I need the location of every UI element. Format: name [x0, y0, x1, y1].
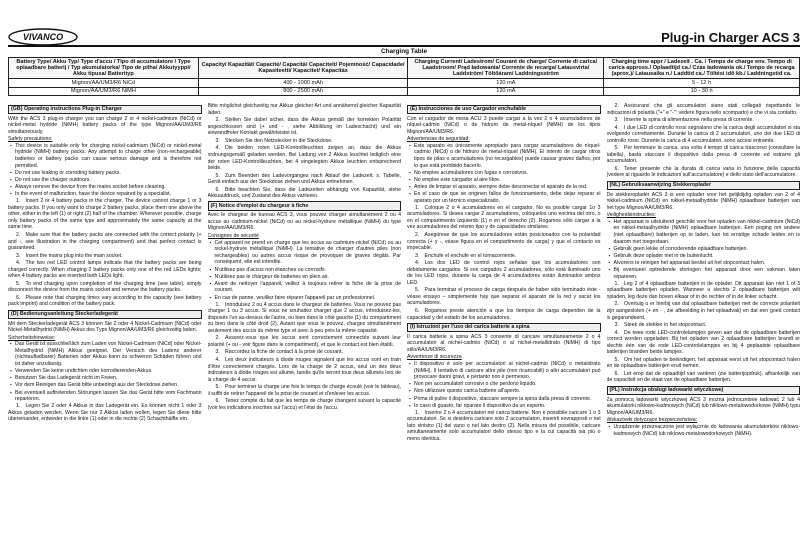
bullet-item: ▪ Non per accumulatori corrosivi o che perdono liquido.	[407, 381, 601, 388]
logo-text: VIVANCO	[22, 32, 64, 42]
subsection-heading: Wskazówki dotyczące bezpieczeństwa:	[606, 417, 698, 424]
cell-capacity: 800 - 2500 mAh	[198, 87, 408, 95]
numbered-step: 6. Tenez compte du fait que les temps de charge changent suivant la capacité (voir les indications inscrites sur l'accu) et l'état de l'accu.	[207, 398, 401, 411]
bullet-item: ▪ No emplee acumuladores con fugas o corrosivos.	[407, 170, 601, 177]
bullet-item: ▪ This device is suitable only for charging nickel-cadmium (NiCd) or nickel-metal hydride (NiMH) battery packs. Any attempt to charge other (non-rechargeable) batteries or battery packs can cause serious damage and is therefore not permitted.	[8, 143, 202, 169]
numbered-step: 5. Pour terminer la charge une fois le temps de charge écoulé (voir le tableau), il suffit de retirer l'appareil de la prise de courant et d'enlever les accus.	[207, 384, 401, 397]
header-charging-current: Charging Current/ Ladestrom/ Courant de charge/ Corrente di carica/ Laadstroom/ Prąd ładowania/ Corrente de recarga/ Latausvirta/ Laddström/ Töltőáram/ Laddningsström	[408, 58, 604, 79]
bullet-item: ▪ In the event of malfunction, have the device repaired by a specialist.	[8, 191, 202, 198]
numbered-step: 5. Om het opladen te beëindigen, het apparaat eerst uit het stopcontact halen en de oplaadbare batterijen eruit nemen.	[606, 356, 800, 370]
cell-capacity: 400 - 1000 mAh	[198, 79, 408, 87]
numbered-step: 3. Inserire la spina di alimentazione nella presa di corrente.	[614, 117, 754, 124]
bullet-item: ▪ Prima di pulire il dispositivo, staccare sempre la spina dalla presa di corrente.	[407, 396, 601, 403]
numbered-step: 3. Steek de stekker in het stopcontact.	[614, 322, 707, 329]
table-title: Charging Table	[380, 48, 428, 55]
bullet-item: ▪ N'utilisez pas le chargeur de batteries en plein air.	[208, 274, 402, 281]
table-row	[9, 87, 800, 95]
bullet-item: ▪ Gebruik deze oplader niet in de buitenlucht.	[607, 253, 801, 260]
bullet-item: ▪ Cet appareil ne prend en charge que les accus au cadmium-nickel (NiCd) ou au nickel-hydrure métallique (NiMH). La tentative de charger d'autres piles (non rechargeables) ou autres accus risque de provoquer de graves dégâts. Par conséquent, elle est interdite.	[208, 240, 402, 266]
bullet-item: ▪ Il dispositivo è solo per accumulatori al nichel-cadmio (NiCd) o metalidrato (NiMH). Il tentativo di caricare altre pile (non ricaricabili) o altri accumulatori può provocare danni gravi, e pertanto non è permesso.	[407, 361, 601, 381]
bullet-item: ▪ N'utilisez pas d'accus non étanches ou corrosifs.	[208, 267, 402, 274]
subsection-heading: Safety precautions:	[8, 136, 53, 143]
bullet-item: ▪ Bij eventueel optredende storingen het apparaat door een vakman laten repareren.	[607, 267, 801, 280]
subsection-heading: Veiligheidsinstructies:	[606, 212, 657, 219]
vivanco-logo	[8, 28, 78, 46]
bullet-item: ▪ Het apparaat is uitsluitend geschikt voor het opladen van nikkel-cadmium (NiCd) en nikkel-metaalhydride (NiMH) oplaadbare batterijen. Een poging om andere (niet oplaadbare) batterijen op te laden, kan tot ernstige schade leiden en is daarom niet toegestaan.	[607, 219, 801, 245]
page-header	[0, 0, 808, 50]
section-heading: (GB) Operating instructions Plug-in Charger	[8, 105, 202, 115]
bullet-item: ▪ Non utilizzare questo carica batterie all'aperto.	[407, 388, 601, 395]
section-heading: (NL) Gebruiksaanwijzing Stekkeroplader	[607, 181, 801, 191]
section-heading: (F) Notice d'emploi du chargeur à fiche	[208, 201, 402, 211]
text-column-1	[8, 103, 202, 549]
text-column-4	[607, 103, 801, 549]
numbered-step: 1. Leg 2 of 4 oplaadbare batterijen in de oplader. Dit apparaat kan niet 1 of 3 oplaadbare batterijen opladen. Wanneer u slechts 2 oplaadbare batterijen wilt opladen, leg deze dan boven elkaar of in de rechter of in de linker schacht.	[606, 280, 800, 300]
paragraph: De stekkeroplader ACS 3 is een oplader voor het gelijktijdig opladen van 2 of 4 nikkel-cadmium (NiCd) en nikkel-metaalhydride (NiMH) oplaadbare batterijen van het type Mignon/AA/UM3/R6.	[606, 191, 800, 211]
bullet-item: ▪ Benutzen Sie das Ladegerät nicht im Freien.	[8, 375, 202, 382]
header-charging-time: Charging time appr / Ladezeit . Ca. / Temps de charge env. Tempo di carica appross./ Oplaadtijd ca./ Czas ładowania ok./ Tempo de recarga (aprox.)/ Latausaika n./ Laddtid ca./ Töltési idő kb./ Laddningstid ca.	[604, 58, 800, 79]
text-column-3	[407, 103, 601, 549]
paragraph: Bitte möglichst gleichzeitig nur Akkus gleicher Art und annähernd gleicher Kapazität laden.	[207, 103, 401, 116]
numbered-step: 4. De twee rode LED-controlelampjes geven aan dat de oplaadbare batterijen correct worden opgeladen. Bij het opladen van 2 oplaadbare batterijen brandt er slechts één van de rode LED-controlelampjes en bij 4 geplaatste oplaadbare batterijen branden beide lampjes.	[606, 329, 800, 356]
bullet-item: ▪ En cas de panne, veuillez faire réparer l'appareil par un professionnel.	[208, 295, 402, 302]
cell-charging-current: 120 mA	[408, 87, 604, 95]
section-heading: (D) Bedienungsanleitung Steckerladegerät	[8, 310, 202, 320]
bullet-item: ▪ Bei eventuell auftretenden Störungen lassen Sie das Gerät bitte vom Fachmann reparieren.	[8, 390, 202, 403]
numbered-step: 4. Los dos LED de control rojos señalan que los acumuladores son debidamente cargados. Si son cargados 2 acumuladores, sólo está iluminado uno de los LED rojos, durante la carga de 4 acumuladores están iluminados ambos LED.	[407, 260, 601, 286]
paragraph: With the ACS 3 plug-in charger you can charge 2 or 4 nickel-cadmium (NiCd) or nickel-metal hydride (NiMH) battery packs of the type Mignon/AA/UM3/R6 simultaneously.	[8, 115, 202, 135]
cell-charging-current: 120 mA	[408, 79, 604, 87]
header-battery-type: Battery Type/ Akku Typ/ Type d'accu / Tipo di accumulatore / Type oplaadbare batterij / Typ akumulatorka/ Tipo de pilha/ Akkutyyppi/ Akku tipusa/ Batterityp	[9, 58, 199, 79]
numbered-step: 4. I due LED di controllo rossi segnalano che la carica degli accumulatori si sta svolgendo correttamente. Durante la carica di 2 accumulatori, uno dei due LED di controllo rossi. Durante la carica di 4 accumulatori, sono accesi entrambi.	[606, 124, 800, 144]
cell-charging-time: 5 - 12 h	[604, 79, 800, 87]
bullet-item: ▪ Do not use leaking or corroding battery packs.	[8, 170, 202, 177]
numbered-step: 3. Raccordez la fiche de contact à la prise de courant.	[215, 349, 343, 356]
numbered-step: 2. Overtuig u er hierbij van dat oplaadbare batterijen met de correcte polariteit zijn aangesloten (+ en - , zie afbeelding in het oplaadvak) en dat een goed contact is gegarandeerd.	[606, 301, 800, 321]
section-heading: (I) Istruzioni per l'uso del carica batterie a spina	[407, 323, 601, 333]
bullet-item: ▪ Antes de limpiar el aparato, siempre debe desconectar el aparato de la red.	[407, 184, 601, 191]
subsection-heading: Sicherheitshinweise:	[8, 334, 56, 341]
cell-charging-time: 10 - 30 h	[604, 87, 800, 95]
bullet-item: ▪ In caso di guasto, far riparare il dispositivo da un esperto.	[407, 403, 601, 410]
section-heading: (PL) Instrukcja obsługi ładowarki wtyczkowej	[607, 386, 801, 396]
numbered-step: 3. Stecken Sie den Netzstecker in die Steckdose.	[215, 137, 333, 144]
text-column-2	[208, 103, 402, 549]
section-heading: (E) Instrucciones de uso Cargador enchufable	[407, 105, 601, 115]
bullet-item: ▪ Do not use the charger outdoors.	[8, 177, 202, 184]
numbered-step: 2. Stellen Sie dabei sicher, dass die Akkus gemäß der korrekten Polarität angeschlossen sind (+ und - , siehe Abbildung im Ladeschacht) und ein einwandfreier Kontakt gewährleistet ist.	[207, 117, 401, 137]
numbered-step: 1. Introduisez 2 ou 4 accus dans le chargeur de batteries. Vous ne pouvez pas charger 1 ou 3 accus. Si vous ne souhaitez charger que 2 accus, introduisez-les, disposés l'un au-dessus de l'autre, ou bien dans le côté gauche (1) du compartiment ou bien dans le côté droit (2). Autant que vous le pouvez, chargez simultanément seulement des accus du même type et avec à peu près la même capacité.	[207, 301, 401, 334]
bullet-item: ▪ Alvorens te reinigen het apparaat beslist uit het stopcontact halen.	[607, 260, 801, 267]
numbered-step: 1. Insert 2 or 4 battery packs in the charger. The device cannot charge 1 or 3 battery packs. If you only want to charge 2 battery packs, place them one above the other, either in the left (1) or right (2) half of the chamber. Wherever possible, charge only battery packs of the same type and approximately the same capacity at the same time.	[8, 198, 202, 231]
subsection-heading: Avvertenze di sicurezza	[407, 354, 462, 361]
bullet-item: ▪ Urządzenie przeznaczone jest wyłącznie do ładowania akumulatorków niklowo-kadmowych (NiCd) lub niklowo-metalowodorkowych (NiMH).	[607, 424, 801, 437]
numbered-step: 5. Para terminar el proceso de carga después de haber sido terminado éste - véase ensayo – simplemente hay que separar el aparato de la red y sacar los acumuladores.	[407, 287, 601, 307]
paragraph: Za pomocą ładowarki wtyczkowej ACS 3 można jednocześnie ładować 2 lub 4 akumulatorki niklowo-kadmowych (NiCd) lub niklowo-metalowodorkowe (NiMH) typu Mignon/AA/UM3/R6.	[606, 396, 800, 416]
numbered-step: 2. Assurez-vous que les accus sont correctement connectés suivant leur polarité (+ ou - voir figure dans le compartiment), et que le contact est bien établi.	[207, 335, 401, 348]
numbered-step: 5. Zum Beenden des Ladevorganges nach Ablauf der Ladezeit, s. Tabelle, Gerät einfach aus der Steckdose ziehen und Akkus entnehmen.	[207, 172, 401, 186]
bullet-item: ▪ Avant de nettoyer l'appareil, veillez à toujours retirer la fiche de la prise de courant.	[208, 281, 402, 294]
header-capacity: Capacity/ Kapazität/ Capacité/ Capacità/ Capaciteit/ Pojemność/ Capacidade/ Kapasiteetti/ Kapacitet/ Kapacitás	[198, 58, 408, 79]
numbered-step: 3. Enchufe el enchufe en el tomacorriente.	[415, 252, 517, 259]
bullet-item: ▪ Always remove the device from the mains socket before cleaning.	[8, 184, 202, 191]
bullet-item: ▪ Vor dem Reinigen das Gerät bitte unbedingt aus der Steckdose ziehen.	[8, 382, 202, 389]
numbered-step: 6. Let erop dat de oplaadtijd van variëren (zie batterijopdruk), afhankelijk van de capaciteit en de staat van de oplaadbare batterijen.	[606, 370, 800, 384]
bullet-item: ▪ Gebruik geen lekke of corroderende oplaadbare batterijen.	[607, 246, 801, 253]
numbered-step: 2. Assicurarsi che gli accumulatori siano stati collegati rispettando le indicazioni di polarità ("+" e "-": vedere figura nello scomparto) e che vi sia contatto.	[606, 103, 800, 116]
numbered-step: 4. Die beiden roten LED-Kontrollleuchten zeigen an, dass die Akkus ordnungsgemäß geladen werden. Bei Ladung von 2 Akkus leuchtet lediglich eine der roten LED-Kontrollleuchten, bei 4 eingelegten Akkus leuchten entsprechend beide.	[207, 145, 401, 172]
numbered-step: 6. Bitte beachten Sie, dass die Ladezeiten abhängig von Kapazität, siehe Akkuaufdruck, und Zustand des Akkus variieren.	[207, 186, 401, 200]
numbered-step: 1. Coloque 2 o 4 acumuladores en el cargador. No es posible cargar 1o 3 acumuladores. Si desea cargar 2 acumuladores, colóquelos uno encima del otro, o en el compartimento izquierdo (1) o en el derecho (2). Rogamos sólo cargar a la vez acumuladores del mismo tipo y de capacidades similares.	[407, 204, 601, 231]
paragraph: Mit dem Steckerladegerät ACS 3 können Sie 2 oder 4 Nickel-Cadmium (NiCd) oder Nickel-Metallhydrid (NiMH) Akkus des Typs Mignon/AA/UM3/R6 gleichzeitig laden.	[8, 320, 202, 334]
bullet-item: ▪ Das Gerät ist ausschließlich zum Laden von Nickel-Cadmium (NiCd) oder Nickel-Metallhydrid (NiMH) Akkus geeignet. Der Versuch des Ladens anderer (nichtaufladbarer) Batterien oder Akkus kann zu schweren Schäden führen und ist daher unzulässig.	[8, 341, 202, 367]
numbered-step: 5. Per terminare la carica, una volta il tempo di carica trascorso (consultare la tabella), basta staccare il dispositivo dalla presa di corrente ed estrarre gli accumulatori.	[606, 145, 800, 165]
numbered-step: 1. Legen Sie 2 oder 4 Akkus in das Ladegerät ein. Es können nicht 1 oder 3 Akkus geladen werden. Wenn Sie nur 2 Akkus laden wollen, legen Sie diese bitte übereinander, entweder in die linke (1) oder in die rechte (2) Schachthälfte ein.	[8, 403, 202, 423]
numbered-step: 1. Inserire 2 o 4 accumulatori nel carica batterie. Non è possibile caricare 1 o 3 accumulatori. Se si desidera caricare solo 2 accumulatori, inserirli sovrapposti o nel lato sinistro (1) del vano o nel lato destro (2). Nella misura del possibile, caricare simultaneamente solo accumulatori dello stesso tipo e la cui capacità sia più o meno identica.	[407, 409, 601, 443]
bullet-item: ▪ No emplee este cargador al aire libre.	[407, 177, 601, 184]
numbered-step: 2. Make sure that the battery packs are connected with the correct polarity (+ and -, see illustration in the charging compartment) and that perfect contact is guaranteed.	[8, 232, 202, 252]
bullet-item: ▪ Verwenden Sie keine undichten oder korrodierenden Akkus.	[8, 368, 202, 375]
table-row	[9, 79, 800, 87]
numbered-step: 2. Asegúrese de que los acumuladores están posicionados con la polaridad correcta (+ y -, véase figura en el compartimento de carga) y que el contacto es impecable.	[407, 232, 601, 252]
instruction-columns	[8, 103, 800, 549]
numbered-step: 6. Please note that charging times vary according to the capacity (see battery pack imprint) and condition of the battery pack.	[8, 294, 202, 308]
subsection-heading: Advertencias de seguridad:	[407, 136, 470, 143]
table-header-row	[9, 58, 800, 79]
numbered-step: 6. Tener presente che la durata di carica varia in funzione della capacità (vedere al riguardo le indicazioni sull'accumulatore) e dello stato dell'accumulatore.	[606, 165, 800, 179]
subsection-heading: Consignes de sécurité	[207, 233, 259, 240]
charging-table	[8, 57, 800, 96]
numbered-step: 4. Les deux indicateurs à diode rouges signalent que les accus sont en train d'être correctement chargés. Lors de la charge de 2 accus, seul un des deux indicateurs à diode rouges est allumé, tandis qu'ils seront tous deux allumés lors de la charge de 4 accus.	[207, 357, 401, 383]
numbered-step: 6. Rogamos preste atención a que los tiempos de carga dependen de la capacidad y del estado de los acumuladores.	[407, 308, 601, 321]
cell-battery-type: Mignon/AA/UM3/R6 NiMH	[9, 87, 199, 95]
paragraph: Il carica batterie a spina ACS 3 consente di caricare simultaneamente 2 o 4 accumulatori al nichel-cadmio (NiCd) o al nichel-metallidrato (NiMH) di tipo stilo/AA/UM3/R6.	[407, 333, 601, 353]
paragraph: Avec le chargeur de bureau ACS 3, vous pouvez charger simultanément 2 ou 4 accus au cadmium-nickel (NiCd) ou au nickel-hydrure métallique (NiMH) du type Mignon/AA/UM3/R6.	[207, 212, 401, 232]
bullet-item: ▪ En el caso de que se originen fallos de funcionamiento, debe dejar reparar el aparato por un técnico especializado.	[407, 191, 601, 204]
numbered-step: 4. The two red LED control lamps indicate that the battery packs are being charged correctly. When charging 2 battery packs only one of the red LEDs lights; when 4 battery packs are inserted both LEDs light.	[8, 260, 202, 280]
page-title: Plug-in Charger ACS 3	[661, 30, 800, 45]
numbered-step: 3. Insert the mains plug into the main socket.	[16, 252, 123, 259]
numbered-step: 5. To end charging upon completion of the charging time (see table), simply disconnect the device from the mains socket and remove the battery packs.	[8, 280, 202, 294]
bullet-item: ▪ Este aparato es únicamente apropiado para cargar acumuladores de níquel-cadmio (NiCd) o de hidruro de metal-níquel (NiMH). El intento de cargar otros tipos de pilas o acumuladores (no recargables) puede causar graves daños, por lo que está prohibido hacerlo.	[407, 143, 601, 169]
paragraph: Con el cargador de mesa ACU 3 puede cargar a la vez 2 o 4 acumuladores de níquel-cadmio (NiCd) o de hidruro de metal-níquel (NiMH) de los tipos Mignon/AA/UM3/R6.	[407, 115, 601, 135]
cell-battery-type: Mignon/AA/UM3/R6 NiCd	[9, 79, 199, 87]
header-divider	[8, 45, 800, 47]
